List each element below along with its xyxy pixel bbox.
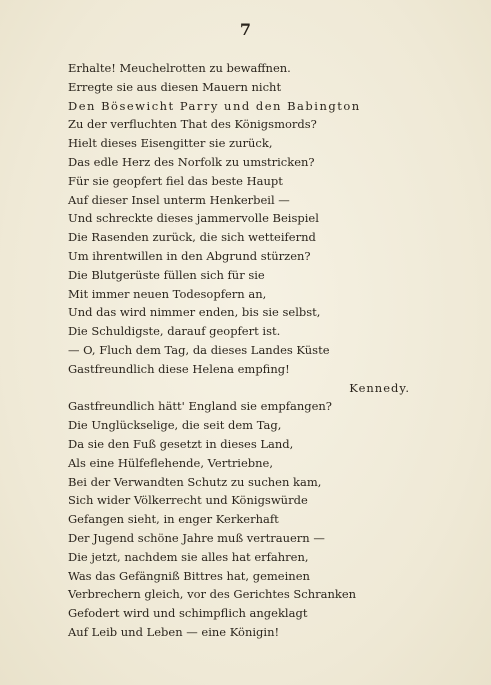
verse-line: Die Blutgerüste füllen sich für sie — [68, 267, 265, 282]
verse-line: Auf dieser Insel unterm Henkerbeil — — [68, 192, 290, 207]
page-number: 7 — [239, 20, 252, 39]
verse-line: Der Jugend schöne Jahre muß vertrauern — — [68, 530, 325, 545]
verse-line: Die Rasenden zurück, die sich wetteifernd — [68, 230, 316, 245]
verse-line: Zu der verfluchten That des Königsmords? — [68, 117, 317, 132]
verse-line: Was das Gefängniß Bittres hat, gemeinen — [68, 568, 310, 583]
verse-line: Als eine Hülfeflehende, Vertriebne, — [68, 455, 274, 470]
verse-line: Bei der Verwandten Schutz zu suchen kam, — [68, 474, 322, 489]
verse-line: Gastfreundlich diese Helena empfing! — [68, 361, 290, 376]
verse-line: Da sie den Fuß gesetzt in dieses Land, — [68, 436, 294, 451]
verse-line: Erhalte! Meuchelrotten zu bewaffnen. — [68, 61, 291, 75]
speaker-name: Kennedy. — [349, 380, 410, 395]
verse-line: Gefodert wird und schimpflich angeklagt — [68, 606, 308, 621]
verse-line: Das edle Herz des Norfolk zu umstricken? — [68, 154, 315, 169]
verse-line: Und schreckte dieses jammervolle Beispiel — [68, 211, 319, 226]
verse-line: Die Unglückselige, die seit dem Tag, — [68, 418, 282, 433]
verse-line: Mit immer neuen Todesopfern an, — [68, 286, 267, 301]
verse-line: Um ihrentwillen in den Abgrund stürzen? — [68, 248, 311, 263]
verse-line: Gastfreundlich hätt' England sie empfangen? — [68, 399, 332, 414]
verse-line: Den Bösewicht Parry und den Babington — [68, 98, 361, 113]
verse-line: Die jetzt, nachdem sie alles hat erfahren, — [68, 549, 309, 564]
verse-line: Die Schuldigste, darauf geopfert ist. — [68, 324, 281, 339]
verse-line: Hielt dieses Eisengitter sie zurück, — [68, 136, 273, 151]
verse-line: Gefangen sieht, in enger Kerkerhaft — [68, 512, 279, 527]
verse-text — [68, 59, 458, 642]
verse-line: Und das wird nimmer enden, bis sie selbst, — [68, 305, 321, 320]
verse-line: Verbrechern gleich, vor des Gerichtes Schranken — [68, 587, 357, 602]
verse-line: Auf Leib und Leben — eine Königin! — [68, 624, 280, 639]
verse-line: Sich wider Völkerrecht und Königswürde — [68, 493, 308, 508]
verse-line: Erregte sie aus diesen Mauern nicht — [68, 79, 282, 94]
verse-line: Für sie geopfert fiel das beste Haupt — [68, 173, 283, 188]
verse-line: — O, Fluch dem Tag, da dieses Landes Küste — [68, 342, 330, 357]
